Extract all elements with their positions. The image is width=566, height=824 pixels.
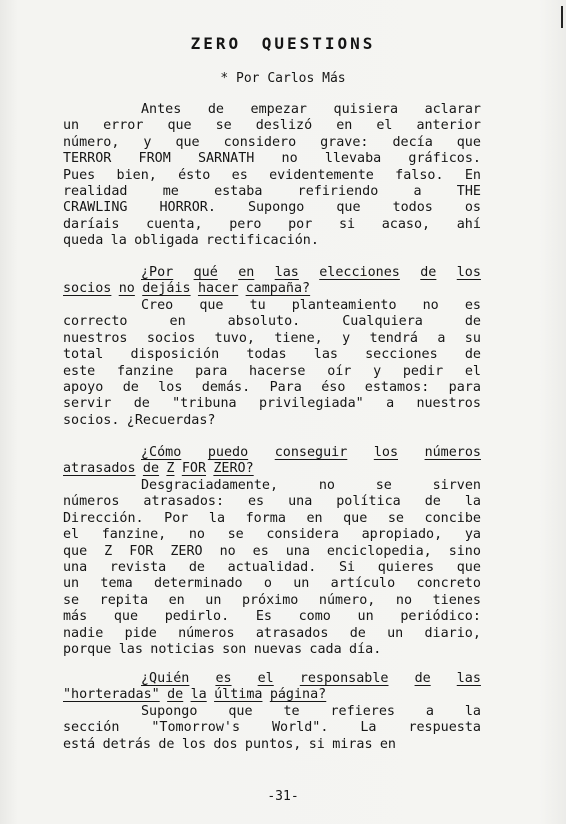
text-line: este fanzine para hacerse oír y pedir el — [63, 363, 481, 379]
question-line: "horteradas" de la última página? — [63, 687, 327, 703]
text-line: CRAWLING HORROR. Supongo que todos os — [63, 200, 481, 216]
text-line: Creo que tu planteamiento no es — [141, 298, 481, 313]
text-line: socios. ¿Recuerdas? — [63, 412, 216, 428]
question-3 — [63, 671, 481, 704]
page-number: -31- — [267, 789, 299, 804]
page-title: ZERO QUESTIONS — [190, 34, 376, 53]
question-line: ¿Cómo puedo conseguir los números — [141, 445, 481, 460]
text-line: queda la obligada rectificación. — [63, 233, 319, 249]
text-line: apoyo de los demás. Para éso estamos: para — [63, 379, 481, 395]
text-line: total disposición todas las secciones de — [63, 347, 481, 363]
text-line: nadie pide números atrasados de un diario, — [63, 625, 481, 641]
text-line: correcto en absoluto. Cualquiera de — [63, 314, 481, 330]
text-line: daríais cuenta, pero por si acaso, ahí — [63, 216, 481, 232]
page-edge-mark — [561, 6, 563, 28]
text-line: un error que se deslizó en el anterior — [63, 118, 481, 134]
text-line: se repita en un próximo número, no tienes — [63, 592, 481, 608]
answer-3 — [63, 704, 481, 753]
question-2 — [63, 445, 481, 478]
intro-paragraph — [63, 102, 481, 250]
text-line: una revista de actualidad. Si quieres que — [63, 559, 481, 575]
text-line: nuestros socios tuvo, tiene, y tendrá a su — [63, 330, 481, 346]
question-1 — [63, 265, 481, 298]
text-line: Pues bien, ésto es evidentemente falso. En — [63, 167, 481, 183]
text-line: Dirección. Por la forma en que se concibe — [63, 510, 481, 526]
text-line: número, y que considero grave: decía que — [63, 134, 481, 150]
text-line: TERROR FROM SARNATH no llevaba gráficos. — [63, 151, 481, 167]
question-line: atrasados de Z FOR ZERO? — [63, 461, 254, 477]
author-byline: * Por Carlos Más — [220, 71, 346, 86]
text-line: el fanzine, no se considera apropiado, ya — [63, 527, 481, 543]
text-line: un tema determinado o un artículo concreto — [63, 576, 481, 592]
text-line: que Z FOR ZERO no es una enciclopedia, sino — [63, 543, 481, 559]
text-line: Antes de empezar quisiera aclarar — [141, 102, 481, 117]
text-line: servir de "tribuna privilegiada" a nuestros — [63, 396, 481, 412]
text-line: números atrasados: es una política de la — [63, 494, 481, 510]
answer-1 — [63, 298, 481, 429]
answer-2 — [63, 478, 481, 658]
text-line: está detrás de los dos puntos, si miras en — [63, 736, 396, 752]
question-line: ¿Quién es el responsable de las — [141, 671, 481, 686]
text-line: sección "Tomorrow's World". La respuesta — [63, 720, 481, 736]
question-line: ¿Por qué en las elecciones de los — [141, 265, 481, 280]
question-line: socios no dejáis hacer campaña? — [63, 281, 311, 297]
text-line: porque las noticias son nuevas cada día. — [63, 641, 382, 657]
text-line: Supongo que te refieres a la — [141, 704, 481, 719]
text-line: realidad me estaba refiriendo a THE — [63, 183, 481, 199]
text-line: más que pedirlo. Es como un periódico: — [63, 609, 481, 625]
text-line: Desgraciadamente, no se sirven — [141, 478, 481, 493]
